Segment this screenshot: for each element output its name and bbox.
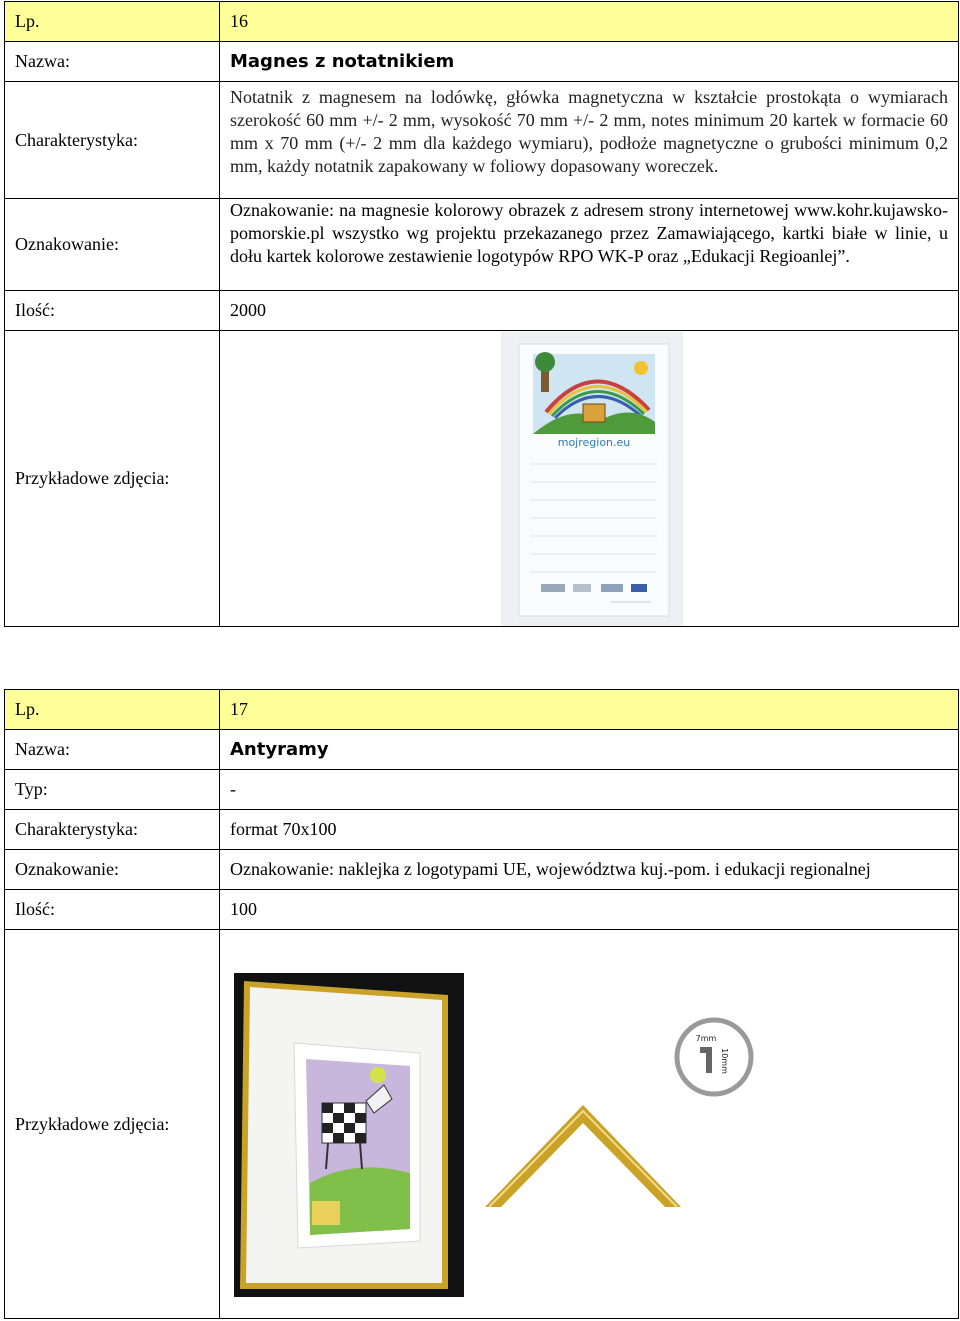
typ-value: - xyxy=(220,770,959,810)
photos-cell xyxy=(220,930,959,1319)
ilosc-label: Ilość: xyxy=(5,291,220,331)
ilosc-value: 2000 xyxy=(220,291,959,331)
magnet-notebook-photo xyxy=(501,332,683,626)
ilosc-label: Ilość: xyxy=(5,890,220,930)
frame-photo xyxy=(234,973,464,1297)
profile-width-label: 7mm xyxy=(695,1034,717,1043)
profile-dimension-badge xyxy=(674,1017,754,1097)
item-16-table xyxy=(4,1,959,627)
oznakowanie-label: Oznakowanie: xyxy=(5,199,220,291)
oznakowanie-value: Oznakowanie: naklejka z logotypami UE, województwa kuj.-pom. i edukacji regionalnej xyxy=(220,850,959,890)
lp-value: 17 xyxy=(220,690,959,730)
photo-caption-mojregion: mojregion.eu xyxy=(557,436,631,449)
charakterystyka-value: Notatnik z magnesem na lodówkę, główka magnetyczna w kształcie prostokąta o wymiarach szerokość 60 mm +/- 2 mm, wysokość 70 mm +/- 2 mm, notes minimum 20 kartek w formacie 60 mm x 70 mm (+/- 2 mm dla każdego wymiaru), podłoże magnetyczne o grubości minimum 0,2 mm, każdy notatnik zapakowany w foliowy dopasowany woreczek. xyxy=(220,82,959,199)
nazwa-value: Magnes z notatnikiem xyxy=(220,42,959,82)
photos-label: Przykładowe zdjęcia: xyxy=(5,930,220,1319)
nazwa-label: Nazwa: xyxy=(5,730,220,770)
oznakowanie-value: Oznakowanie: na magnesie kolorowy obrazek z adresem strony internetowej www.kohr.kujawsko-pomorskie.pl wszystko wg projektu przekazanego przez Zamawiającego, kartki białe w linie, u dołu kartek kolorowe zestawienie logotypów RPO WK-P oraz „Edukacji Regioanlej”. xyxy=(220,199,959,291)
profile-height-label: 10mm xyxy=(720,1048,729,1074)
photos-label: Przykładowe zdjęcia: xyxy=(5,331,220,627)
nazwa-label: Nazwa: xyxy=(5,42,220,82)
lp-label: Lp. xyxy=(5,2,220,42)
charakterystyka-value: format 70x100 xyxy=(220,810,959,850)
lp-label: Lp. xyxy=(5,690,220,730)
frame-corner-photo xyxy=(485,1103,685,1213)
ilosc-value: 100 xyxy=(220,890,959,930)
charakterystyka-label: Charakterystyka: xyxy=(5,810,220,850)
item-17-table xyxy=(4,689,959,1319)
photos-cell xyxy=(220,331,959,627)
lp-value: 16 xyxy=(220,2,959,42)
charakterystyka-label: Charakterystyka: xyxy=(5,82,220,199)
nazwa-value: Antyramy xyxy=(220,730,959,770)
typ-label: Typ: xyxy=(5,770,220,810)
oznakowanie-label: Oznakowanie: xyxy=(5,850,220,890)
